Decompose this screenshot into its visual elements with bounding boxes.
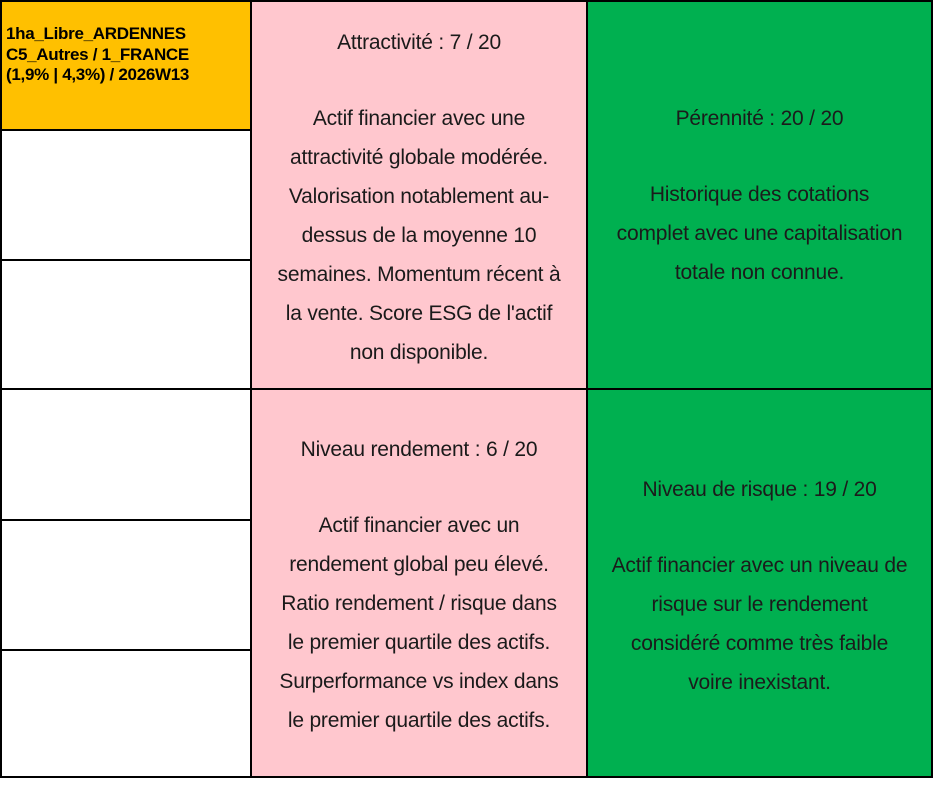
risque-line: considéré comme très faible bbox=[630, 632, 889, 655]
perennite-title: Pérennité : 20 / 20 bbox=[675, 107, 844, 130]
attractivite-line: Actif financier avec une bbox=[312, 107, 526, 130]
risque-line: Actif financier avec un niveau de bbox=[611, 554, 908, 577]
attractivite-line: Valorisation notablement au- bbox=[288, 185, 550, 208]
rendement-line: le premier quartile des actifs. bbox=[287, 709, 551, 732]
asset-header-cell bbox=[0, 0, 252, 131]
attractivite-line: la vente. Score ESG de l'actif bbox=[285, 302, 553, 325]
rendement-line: Ratio rendement / risque dans bbox=[281, 592, 557, 615]
risque-line: voire inexistant. bbox=[688, 671, 831, 694]
rendement-line: Surperformance vs index dans bbox=[279, 670, 559, 693]
attractivite-line: semaines. Momentum récent à bbox=[277, 263, 561, 286]
perennite-line: complet avec une capitalisation bbox=[616, 222, 903, 245]
perennite-description bbox=[617, 175, 903, 292]
risque-description bbox=[612, 546, 908, 702]
risque-card bbox=[586, 388, 933, 778]
empty-cell bbox=[0, 649, 252, 778]
perennite-line: Historique des cotations bbox=[649, 183, 870, 206]
attractivite-line: non disponible. bbox=[349, 341, 489, 364]
attractivite-line: attractivité globale modérée. bbox=[289, 146, 548, 169]
attractivite-card bbox=[250, 0, 588, 390]
rendement-line: le premier quartile des actifs. bbox=[287, 631, 551, 654]
empty-cell bbox=[0, 388, 252, 521]
perennite-line: totale non connue. bbox=[674, 261, 845, 284]
rendement-title: Niveau rendement : 6 / 20 bbox=[300, 438, 538, 461]
risque-title: Niveau de risque : 19 / 20 bbox=[642, 478, 877, 501]
rendement-description bbox=[279, 506, 558, 740]
perennite-card bbox=[586, 0, 933, 390]
empty-cell bbox=[0, 519, 252, 651]
asset-category: C5_Autres / 1_FRANCE bbox=[6, 44, 189, 64]
rendement-line: rendement global peu élevé. bbox=[289, 553, 549, 576]
attractivite-title: Attractivité : 7 / 20 bbox=[337, 31, 501, 54]
asset-name: 1ha_Libre_ARDENNES bbox=[6, 24, 186, 43]
attractivite-line: dessus de la moyenne 10 bbox=[301, 224, 537, 247]
empty-cell bbox=[0, 259, 252, 390]
risque-line: risque sur le rendement bbox=[651, 593, 868, 616]
rendement-card bbox=[250, 388, 588, 778]
asset-stats: (1,9% | 4,3%) / 2026W13 bbox=[6, 65, 190, 84]
rendement-line: Actif financier avec un bbox=[318, 514, 520, 537]
attractivite-description bbox=[278, 99, 561, 372]
empty-cell bbox=[0, 129, 252, 261]
